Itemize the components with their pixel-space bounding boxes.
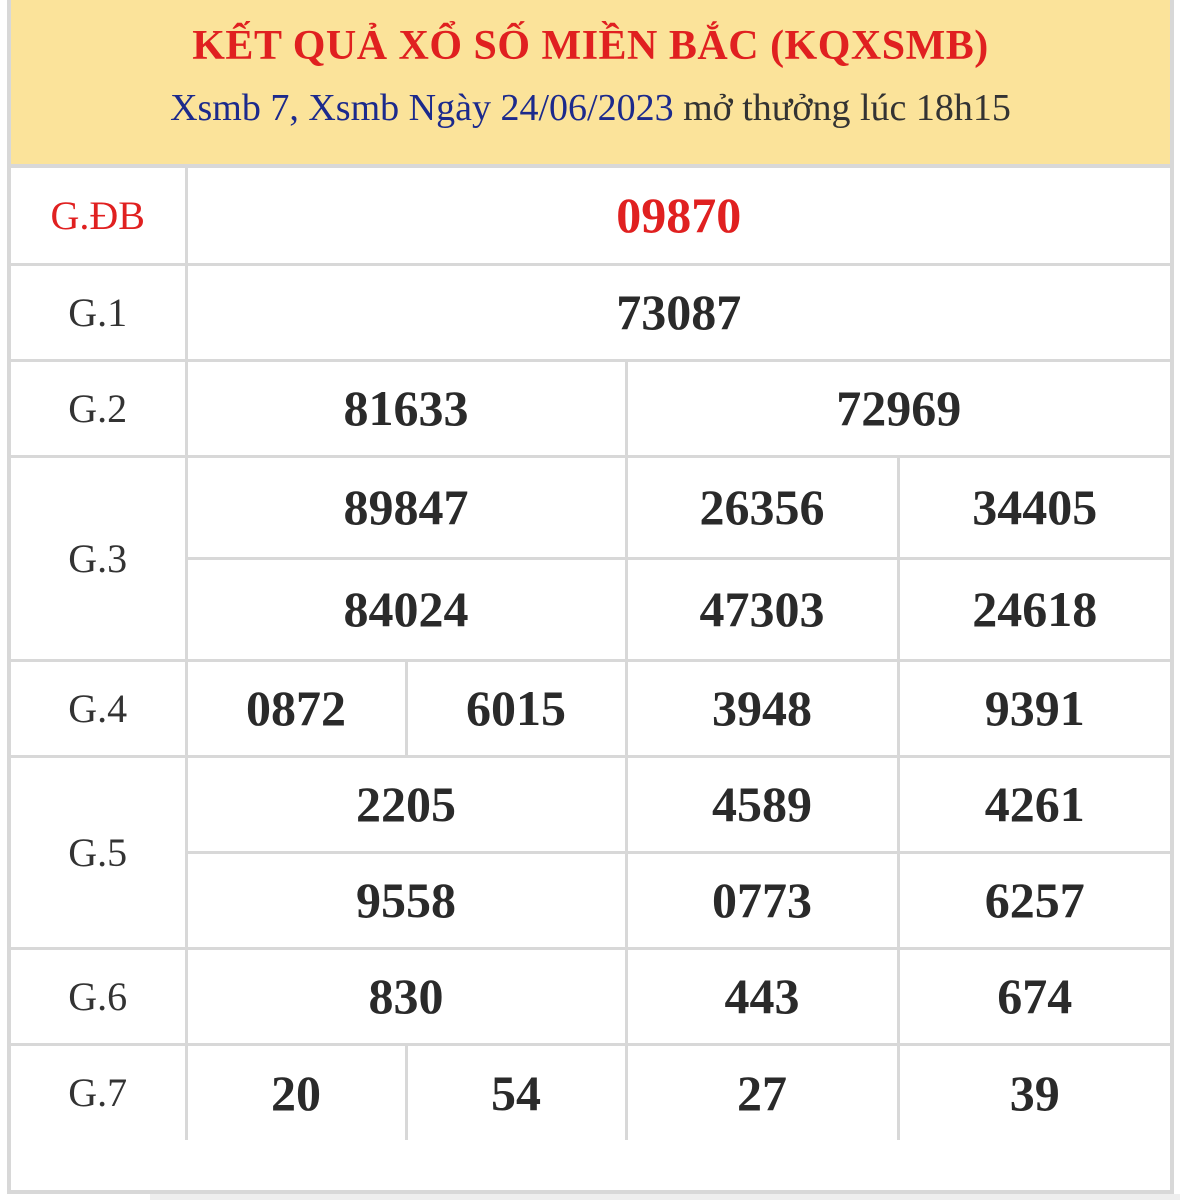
prize-number: 72969 bbox=[626, 360, 1170, 456]
prize-number: 47303 bbox=[626, 558, 898, 660]
prize-number: 84024 bbox=[186, 558, 626, 660]
draw-time-text: mở thưởng lúc 18h15 bbox=[683, 87, 1011, 129]
prize-number: 0773 bbox=[626, 852, 898, 948]
prize-row-g1 bbox=[11, 264, 1170, 360]
prize-label: G.6 bbox=[11, 948, 186, 1044]
prize-label: G.1 bbox=[11, 264, 186, 360]
prize-label: G.4 bbox=[11, 660, 186, 756]
prize-label: G.7 bbox=[11, 1044, 186, 1140]
results-header bbox=[11, 0, 1170, 168]
prize-number: 6015 bbox=[406, 660, 626, 756]
prize-number: 2205 bbox=[186, 756, 626, 852]
prize-label: G.ĐB bbox=[11, 168, 186, 264]
prize-number: 81633 bbox=[186, 360, 626, 456]
prize-number: 73087 bbox=[186, 264, 1170, 360]
prize-row-g4 bbox=[11, 660, 1170, 756]
prize-number: 4589 bbox=[626, 756, 898, 852]
results-subtitle bbox=[11, 86, 1170, 130]
prize-row-g5 bbox=[11, 756, 1170, 852]
prize-row-g6 bbox=[11, 948, 1170, 1044]
prize-number: 54 bbox=[406, 1044, 626, 1140]
prize-number: 830 bbox=[186, 948, 626, 1044]
prize-number: 3948 bbox=[626, 660, 898, 756]
prize-number: 89847 bbox=[186, 456, 626, 558]
results-table bbox=[11, 168, 1170, 1140]
prize-number: 26356 bbox=[626, 456, 898, 558]
prize-number: 09870 bbox=[186, 168, 1170, 264]
prize-row-special bbox=[11, 168, 1170, 264]
prize-number: 6257 bbox=[898, 852, 1170, 948]
prize-label: G.5 bbox=[11, 756, 186, 948]
prize-number: 9558 bbox=[186, 852, 626, 948]
card-bottom-shadow bbox=[150, 1194, 1180, 1200]
prize-number: 9391 bbox=[898, 660, 1170, 756]
prize-row-g2 bbox=[11, 360, 1170, 456]
prize-row-g7 bbox=[11, 1044, 1170, 1140]
prize-number: 24618 bbox=[898, 558, 1170, 660]
prize-number: 443 bbox=[626, 948, 898, 1044]
prize-number: 674 bbox=[898, 948, 1170, 1044]
prize-row-g3 bbox=[11, 456, 1170, 558]
prize-label: G.2 bbox=[11, 360, 186, 456]
draw-date-link[interactable]: Xsmb 7, Xsmb Ngày 24/06/2023 bbox=[170, 87, 674, 129]
prize-number: 4261 bbox=[898, 756, 1170, 852]
prize-number: 34405 bbox=[898, 456, 1170, 558]
prize-number: 39 bbox=[898, 1044, 1170, 1140]
results-card bbox=[7, 0, 1174, 1194]
prize-number: 20 bbox=[186, 1044, 406, 1140]
prize-label: G.3 bbox=[11, 456, 186, 660]
results-title: KẾT QUẢ XỔ SỐ MIỀN BẮC (KQXSMB) bbox=[192, 23, 989, 69]
prize-number: 27 bbox=[626, 1044, 898, 1140]
prize-number: 0872 bbox=[186, 660, 406, 756]
